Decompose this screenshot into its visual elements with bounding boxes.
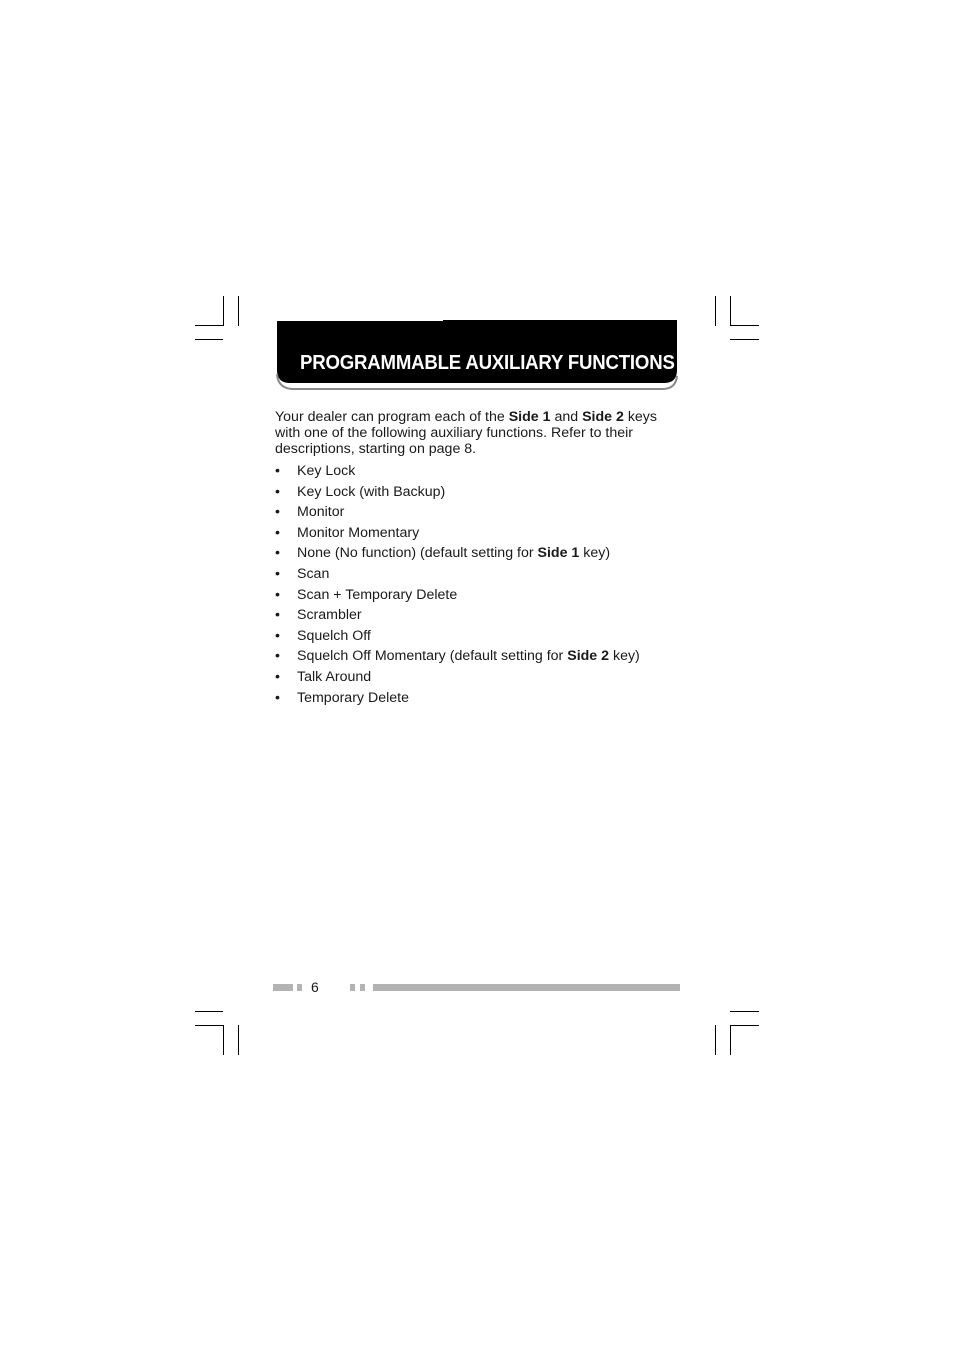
crop-mark-top-left-v — [223, 296, 224, 326]
footer-bar-left — [273, 984, 293, 991]
footer-bar-left-small — [297, 984, 302, 991]
list-item-label: Key Lock — [297, 463, 356, 479]
list-item-label: Squelch Off — [297, 627, 371, 644]
crop-mark-bottom-right-v — [715, 1025, 716, 1055]
list-item-label: Monitor Momentary — [297, 524, 420, 541]
crop-mark-top-right-h — [730, 325, 759, 326]
list-item — [275, 543, 685, 564]
crop-mark-bottom-left-v — [223, 1025, 224, 1055]
footer-bar-right — [373, 984, 680, 991]
bullet-mark: • — [275, 483, 280, 500]
bullet-mark: • — [275, 627, 280, 644]
body-content — [275, 409, 685, 708]
bullet-mark: • — [275, 545, 280, 562]
crop-mark-bottom-right-h — [730, 1011, 759, 1012]
page-number: 6 — [311, 979, 319, 995]
crop-mark-top-right-h2 — [730, 339, 759, 340]
section-header-banner — [276, 320, 678, 390]
list-item-label: Squelch Off Momentary (default setting for — [297, 648, 568, 665]
bullet-mark: • — [275, 668, 280, 685]
crop-mark-bottom-left-h2 — [195, 1025, 223, 1026]
bullet-mark: • — [275, 524, 280, 541]
crop-mark-bottom-right-h2 — [730, 1025, 759, 1026]
list-item-label: Scrambler — [297, 607, 362, 624]
list-item — [275, 667, 685, 688]
crop-mark-bottom-right-v2 — [730, 1025, 731, 1055]
list-item — [275, 482, 685, 503]
list-item-key-name: Side 2 — [567, 648, 610, 665]
crop-mark-top-left-v2 — [238, 296, 239, 326]
page-title: PROGRAMMABLE AUXILIARY FUNCTIONS — [300, 352, 675, 374]
list-item — [275, 564, 685, 585]
bullet-mark: • — [275, 565, 280, 582]
footer-bar-dot-2 — [360, 984, 365, 991]
footer-bar-dot-1 — [350, 984, 355, 991]
crop-mark-top-left-h2 — [195, 339, 223, 340]
bullet-mark: • — [275, 463, 280, 479]
list-item — [275, 461, 685, 482]
crop-mark-bottom-left-h — [195, 1011, 223, 1012]
list-item-label: Scan + Temporary Delete — [297, 586, 458, 603]
list-item — [275, 646, 685, 667]
crop-mark-top-right-v — [715, 296, 716, 326]
list-item-label: Scan — [297, 565, 330, 582]
bullet-mark: • — [275, 586, 280, 603]
intro-side2-key: Side 2 — [582, 409, 624, 425]
list-item-label: Key Lock (with Backup) — [297, 483, 446, 500]
intro-text-1: Your dealer can program each of the — [275, 409, 509, 425]
function-list — [275, 461, 685, 708]
intro-paragraph — [275, 409, 685, 457]
list-item-key-name: Side 1 — [537, 545, 580, 562]
list-item-label: None (No function) (default setting for — [297, 545, 538, 562]
list-item — [275, 626, 685, 647]
intro-side1-key: Side 1 — [508, 409, 551, 425]
crop-mark-top-left-h — [195, 325, 223, 326]
list-item — [275, 605, 685, 626]
bullet-mark: • — [275, 607, 280, 624]
list-item-label-suffix: key) — [579, 545, 611, 562]
bullet-mark: • — [275, 648, 280, 665]
crop-mark-bottom-left-v2 — [238, 1025, 239, 1055]
intro-text-3: keys with one of the following auxiliary functions. Refer to their descriptions, starting on page 8. — [275, 409, 657, 457]
list-item-label: Monitor — [297, 504, 345, 521]
bullet-mark: • — [275, 689, 280, 706]
list-item-label: Talk Around — [297, 668, 372, 685]
list-item — [275, 688, 685, 709]
crop-mark-top-right-v2 — [730, 296, 731, 326]
list-item-label-suffix: key) — [609, 648, 640, 665]
list-item — [275, 523, 685, 544]
list-item — [275, 585, 685, 606]
bullet-mark: • — [275, 504, 280, 521]
list-item-label: Temporary Delete — [297, 689, 409, 706]
intro-text-2: and — [550, 409, 583, 425]
list-item — [275, 502, 685, 523]
